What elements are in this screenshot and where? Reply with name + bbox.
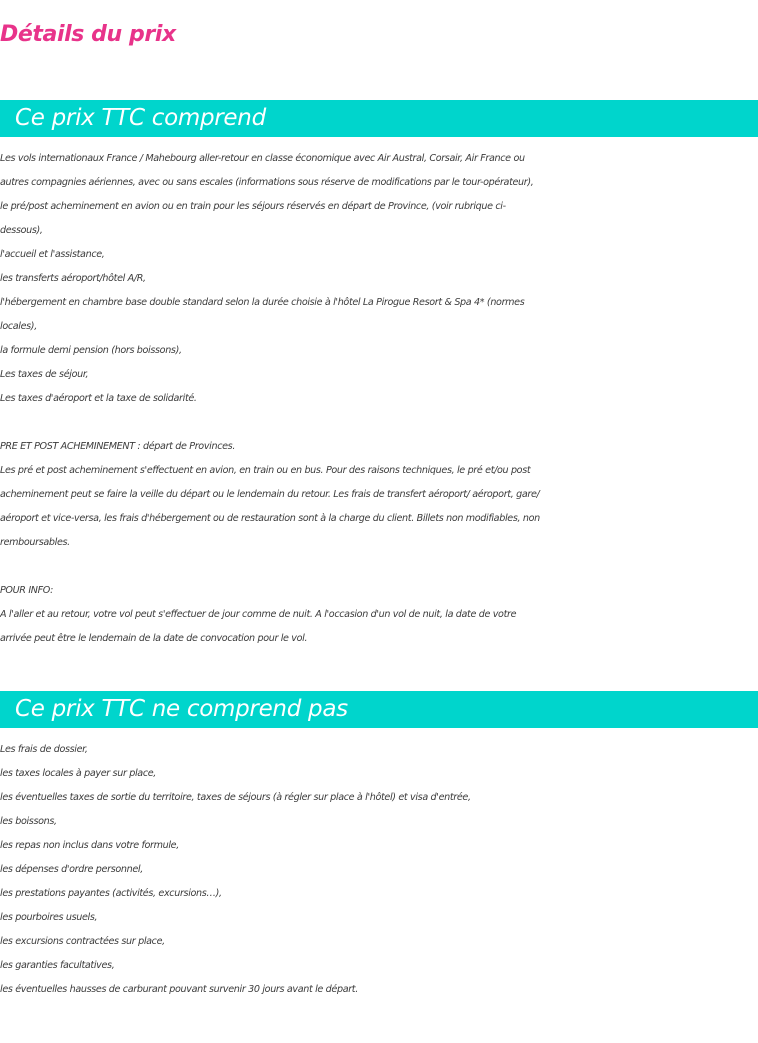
excluded-line: les repas non inclus dans votre formule, (0, 840, 179, 851)
post-acheminement-line: remboursables. (0, 537, 70, 548)
excluded-line: les prestations payantes (activités, excursions…), (0, 888, 222, 899)
post-acheminement-line: aéroport et vice-versa, les frais d'hébergement ou de restauration sont à la charge du client. Billets non modifiables, non (0, 513, 540, 524)
included-section-body (0, 147, 758, 651)
included-line: locales), (0, 321, 37, 332)
excluded-line: les éventuelles taxes de sortie du territoire, taxes de séjours (à régler sur place à l'hôtel) et visa d'entrée, (0, 792, 471, 803)
excluded-section-body (0, 738, 758, 1002)
spacer (0, 49, 758, 100)
included-line: l'accueil et l'assistance, (0, 249, 105, 260)
post-acheminement-heading: PRE ET POST ACHEMINEMENT : départ de Provinces. (0, 441, 236, 452)
spacer (0, 651, 758, 691)
info-line: A l'aller et au retour, votre vol peut s'effectuer de jour comme de nuit. A l'occasion d'un vol de nuit, la date de votre (0, 609, 517, 620)
excluded-line: les boissons, (0, 816, 57, 827)
excluded-line: les excursions contractées sur place, (0, 936, 165, 947)
info-line: arrivée peut être le lendemain de la date de convocation pour le vol. (0, 633, 308, 644)
excluded-line: les dépenses d'ordre personnel, (0, 864, 143, 875)
post-acheminement-line: Les pré et post acheminement s'effectuent en avion, en train ou en bus. Pour des raisons techniques, le pré et/ou post (0, 465, 531, 476)
excluded-line: les taxes locales à payer sur place, (0, 768, 156, 779)
info-heading: POUR INFO: (0, 585, 54, 596)
included-line: autres compagnies aériennes, avec ou sans escales (informations sous réserve de modifications par le tour-opérateur), (0, 177, 534, 188)
included-line: Les vols internationaux France / Mahebourg aller-retour en classe économique avec Air Austral, Corsair, Air France ou (0, 153, 525, 164)
included-line: Les taxes de séjour, (0, 369, 89, 380)
included-line: l'hébergement en chambre base double standard selon la durée choisie à l'hôtel La Pirogue Resort & Spa 4* (normes (0, 297, 525, 308)
excluded-line: les pourboires usuels, (0, 912, 98, 923)
included-line: les transferts aéroport/hôtel A/R, (0, 273, 146, 284)
included-line: dessous), (0, 225, 43, 236)
included-line: la formule demi pension (hors boissons), (0, 345, 182, 356)
included-line: le pré/post acheminement en avion ou en train pour les séjours réservés en départ de Province, (voir rubrique ci- (0, 201, 506, 212)
excluded-line: les garanties facultatives, (0, 960, 115, 971)
paragraph-gap (0, 555, 758, 579)
post-acheminement-line: acheminement peut se faire la veille du départ ou le lendemain du retour. Les frais de transfert aéroport/ aéroport, gare/ (0, 489, 540, 500)
excluded-line: les éventuelles hausses de carburant pouvant survenir 30 jours avant le départ. (0, 984, 358, 995)
excluded-section-header: Ce prix TTC ne comprend pas (0, 691, 758, 728)
page-title: Détails du prix (0, 22, 176, 47)
paragraph-gap (0, 411, 758, 435)
included-section-header: Ce prix TTC comprend (0, 100, 758, 137)
excluded-line: Les frais de dossier, (0, 744, 88, 755)
included-line: Les taxes d'aéroport et la taxe de solidarité. (0, 393, 197, 404)
